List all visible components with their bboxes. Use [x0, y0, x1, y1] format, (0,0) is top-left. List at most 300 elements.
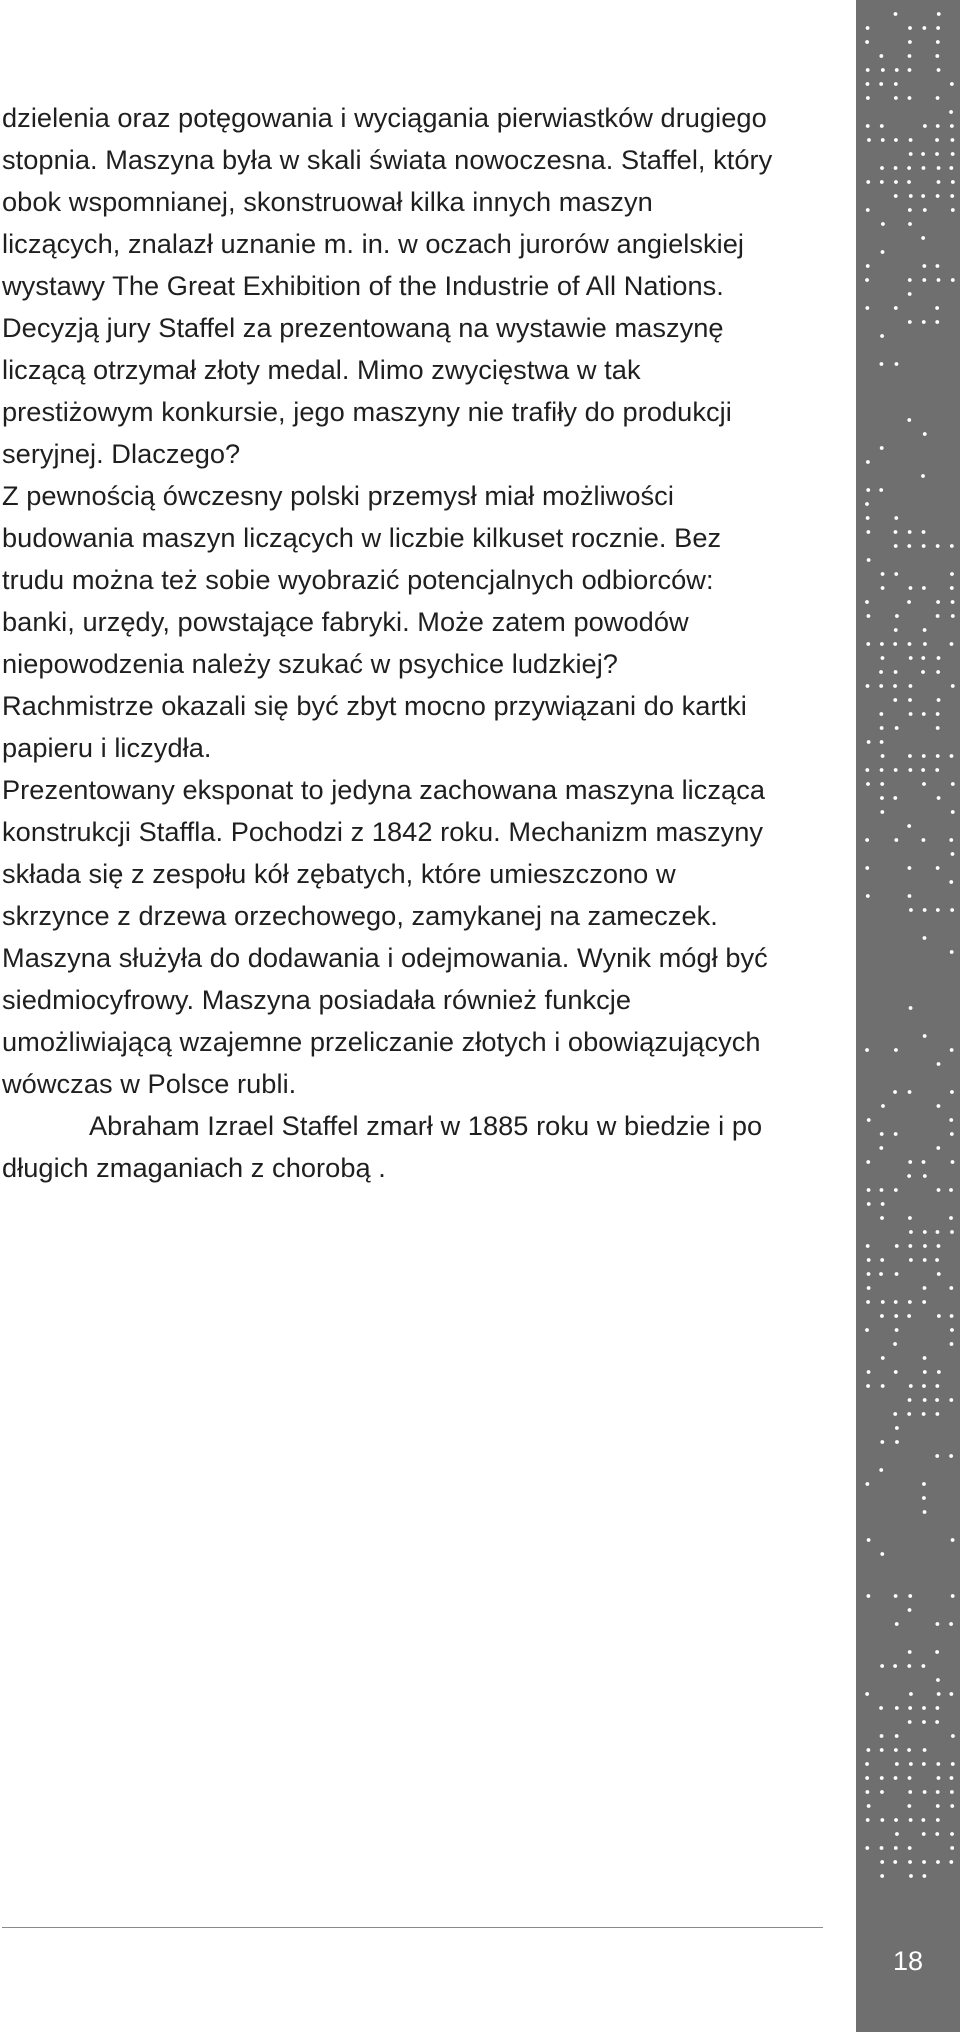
decorative-dot [922, 1384, 926, 1388]
decorative-dot [936, 908, 940, 912]
decorative-dot [909, 194, 913, 198]
decorative-dot [879, 684, 883, 688]
decorative-dot [937, 796, 941, 800]
decorative-dot [866, 530, 870, 534]
decorative-dot [951, 1762, 955, 1766]
decorative-dot [867, 1188, 871, 1192]
decorative-dot [936, 1230, 940, 1234]
decorative-dot [949, 880, 953, 884]
decorative-dot [908, 278, 912, 282]
decorative-dot [908, 320, 912, 324]
decorative-dot [867, 1202, 871, 1206]
decorative-dot [867, 1804, 871, 1808]
decorative-dot [922, 838, 926, 842]
decorative-dot [908, 26, 912, 30]
decorative-dot [907, 1748, 911, 1752]
decorative-dot [866, 1244, 870, 1248]
decorative-dot [908, 1244, 912, 1248]
decorative-dot [936, 264, 940, 268]
decorative-dot [951, 684, 955, 688]
decorative-dot [894, 1748, 898, 1752]
decorative-dot [907, 180, 911, 184]
text-line: Decyzją jury Staffel za prezentowaną na wystawie maszynę [2, 312, 724, 343]
decorative-dot [909, 1230, 913, 1234]
decorative-dot [937, 1272, 941, 1276]
decorative-dot [922, 1160, 926, 1164]
decorative-dot [949, 166, 953, 170]
decorative-dot [923, 1790, 927, 1794]
decorative-dot [908, 1860, 912, 1864]
text-line: wystawy The Great Exhibition of the Industrie of All Nations. [2, 270, 724, 301]
decorative-dot [923, 628, 927, 632]
decorative-dot [951, 1594, 955, 1598]
decorative-dot [922, 712, 926, 716]
decorative-dot [865, 1692, 869, 1696]
decorative-dot [908, 68, 912, 72]
decorative-dot [880, 810, 884, 814]
decorative-dot [935, 1258, 939, 1262]
decorative-dot [921, 474, 925, 478]
decorative-dot [950, 1790, 954, 1794]
decorative-dot [950, 1048, 954, 1052]
decorative-dot [935, 152, 939, 156]
decorative-dot [922, 1720, 926, 1724]
decorative-dot [879, 488, 883, 492]
decorative-dot [865, 600, 869, 604]
decorative-dot [908, 40, 912, 44]
decorative-dot [894, 544, 898, 548]
decorative-dot [923, 1258, 927, 1262]
decorative-dot [894, 1188, 898, 1192]
decorative-dot [923, 1356, 927, 1360]
decorative-dot [949, 1622, 953, 1626]
decorative-dot [907, 1174, 911, 1178]
decorative-dot [867, 740, 871, 744]
decorative-dot [867, 1370, 871, 1374]
decorative-dot [909, 152, 913, 156]
decorative-dot [935, 1832, 939, 1836]
decorative-dot [909, 1762, 913, 1766]
decorative-dot [950, 572, 954, 576]
decorative-dot [937, 1370, 941, 1374]
decorative-dot [867, 1272, 871, 1276]
decorative-dot [894, 572, 898, 576]
decorative-dot [865, 40, 869, 44]
decorative-dot [937, 278, 941, 282]
decorative-dot [937, 1244, 941, 1248]
decorative-dot [908, 208, 912, 212]
decorative-dot [907, 1314, 911, 1318]
decorative-dot [950, 586, 954, 590]
decorative-dot [881, 68, 885, 72]
decorative-dot [907, 1412, 911, 1416]
decorative-dot [935, 1398, 939, 1402]
footer-divider [2, 1927, 823, 1928]
decorative-dot [880, 334, 884, 338]
decorative-dot [922, 544, 926, 548]
decorative-dot [936, 614, 940, 618]
decorative-dot [936, 1790, 940, 1794]
decorative-dot [908, 1160, 912, 1164]
decorative-dot [880, 1258, 884, 1262]
decorative-dot [894, 628, 898, 632]
decorative-dot [937, 1188, 941, 1192]
decorative-dot [907, 1664, 911, 1668]
decorative-dot [867, 1118, 871, 1122]
decorative-dot [881, 138, 885, 142]
decorative-dot [881, 754, 885, 758]
decorative-dot [879, 1146, 883, 1150]
decorative-dot [866, 82, 870, 86]
decorative-dot [909, 586, 913, 590]
decorative-dot [950, 1132, 954, 1136]
decorative-dot [894, 1048, 898, 1052]
decorative-dot [922, 1762, 926, 1766]
decorative-dot [866, 96, 870, 100]
decorative-dot [909, 908, 913, 912]
decorative-dot [865, 1048, 869, 1052]
decorative-dot [951, 1538, 955, 1542]
text-line: budowania maszyn liczących w liczbie kilkuset rocznie. Bez [2, 522, 722, 553]
decorative-dot [865, 1776, 869, 1780]
decorative-dot [950, 1314, 954, 1318]
decorative-dot [937, 1104, 941, 1108]
decorative-dot [894, 194, 898, 198]
decorative-dot [894, 516, 898, 520]
decorative-dot [921, 1818, 925, 1822]
decorative-dot [879, 1272, 883, 1276]
decorative-dot [895, 1622, 899, 1626]
decorative-dot [880, 1552, 884, 1556]
decorative-dot [880, 1790, 884, 1794]
decorative-dot [922, 754, 926, 758]
decorative-dot [881, 1384, 885, 1388]
decorative-dot [923, 1370, 927, 1374]
decorative-dot [881, 1356, 885, 1360]
text-line: Z pewnością ówczesny polski przemysł miał możliwości [2, 480, 674, 511]
decorative-dot [950, 194, 954, 198]
decorative-dot [951, 1160, 955, 1164]
decorative-dot [866, 642, 870, 646]
decorative-dot [867, 1538, 871, 1542]
text-line: skrzynce z drzewa orzechowego, zamykanej na zameczek. [2, 900, 718, 931]
decorative-dot [949, 1398, 953, 1402]
decorative-dot [907, 544, 911, 548]
decorative-dot [909, 1384, 913, 1388]
decorative-dot [881, 656, 885, 660]
decorative-dot [893, 1090, 897, 1094]
decorative-dot [866, 1748, 870, 1752]
decorative-dot [908, 96, 912, 100]
decorative-dot [909, 1692, 913, 1696]
decorative-dot [921, 194, 925, 198]
decorative-dot [935, 1384, 939, 1388]
decorative-dot [936, 194, 940, 198]
decorative-dot [867, 1286, 871, 1290]
body-text [2, 97, 832, 1189]
decorative-dot [908, 1300, 912, 1304]
decorative-dot [923, 124, 927, 128]
decorative-dot [923, 1286, 927, 1290]
decorative-dot [950, 754, 954, 758]
decorative-dot [936, 670, 940, 674]
decorative-dot [909, 684, 913, 688]
decorative-dot [923, 936, 927, 940]
decorative-dot [908, 894, 912, 898]
text-line: banki, urzędy, powstające fabryki. Może zatem powodów [2, 606, 689, 637]
decorative-dot [865, 1762, 869, 1766]
decorative-dot [949, 1454, 953, 1458]
decorative-dot [950, 82, 954, 86]
text-line: dzielenia oraz potęgowania i wyciągania pierwiastków drugiego [2, 102, 767, 133]
text-line: siedmiocyfrowy. Maszyna posiadała również funkcje [2, 984, 632, 1015]
decorative-dot [923, 1174, 927, 1178]
decorative-dot [879, 712, 883, 716]
text-line: składa się z zespołu kół zębatych, które umieszczono w [2, 858, 676, 889]
decorative-dot [951, 614, 955, 618]
decorative-dot [867, 1258, 871, 1262]
decorative-dot [950, 1846, 954, 1850]
decorative-dot [937, 68, 941, 72]
decorative-dot [879, 1468, 883, 1472]
decorative-dot [866, 782, 870, 786]
decorative-dot [937, 1692, 941, 1696]
decorative-dot [908, 1398, 912, 1402]
decorative-dot [950, 1776, 954, 1780]
text-line: liczącą otrzymał złoty medal. Mimo zwycięstwa w tak [2, 354, 641, 385]
decorative-dot [922, 166, 926, 170]
decorative-dot [935, 1706, 939, 1710]
decorative-dot [893, 1664, 897, 1668]
decorative-dot [936, 544, 940, 548]
decorative-dot [865, 1328, 869, 1332]
decorative-dot [922, 1300, 926, 1304]
decorative-dot [936, 1860, 940, 1864]
decorative-dot [894, 1300, 898, 1304]
decorative-dot [951, 782, 955, 786]
decorative-dot [866, 1818, 870, 1822]
decorative-dot [867, 558, 871, 562]
decorative-dot [951, 152, 955, 156]
decorative-dot [895, 362, 899, 366]
decorative-dot [881, 572, 885, 576]
decorative-dot [866, 1384, 870, 1388]
decorative-dot [895, 1244, 899, 1248]
decorative-dot [935, 1650, 939, 1654]
decorative-dot [866, 516, 870, 520]
decorative-dot [908, 1216, 912, 1220]
decorative-dot [937, 656, 941, 660]
decorative-dot [894, 1818, 898, 1822]
decorative-dot [908, 754, 912, 758]
text-line: stopnia. Maszyna była w skali świata nowoczesna. Staffel, który [2, 144, 773, 175]
decorative-dot [893, 1860, 897, 1864]
decorative-dot [880, 1748, 884, 1752]
decorative-dot [865, 502, 869, 506]
decorative-dot [894, 1776, 898, 1780]
decorative-dot [881, 586, 885, 590]
decorative-dot [908, 1790, 912, 1794]
decorative-dot [893, 1412, 897, 1416]
decorative-dot [921, 152, 925, 156]
decorative-dot [951, 138, 955, 142]
decorative-dot [937, 1314, 941, 1318]
decorative-dot [908, 698, 912, 702]
decorative-dot [951, 180, 955, 184]
decorative-dot [907, 418, 911, 422]
text-line: wówczas w Polsce rubli. [2, 1068, 297, 1099]
decorative-dot [923, 1510, 927, 1514]
decorative-dot [866, 208, 870, 212]
decorative-dot [949, 1286, 953, 1290]
decorative-dot [908, 222, 912, 226]
text-line: liczących, znalazł uznanie m. in. w oczach jurorów angielskiej [2, 228, 745, 259]
decorative-dot [937, 698, 941, 702]
decorative-dot [936, 1818, 940, 1822]
decorative-dot [908, 866, 912, 870]
decorative-dot [921, 236, 925, 240]
decorative-dot [908, 1720, 912, 1724]
decorative-dot [921, 670, 925, 674]
decorative-dot [909, 1006, 913, 1010]
decorative-dot [894, 838, 898, 842]
decorative-dot [951, 1734, 955, 1738]
decorative-dot [880, 1776, 884, 1780]
decorative-dot [937, 1062, 941, 1066]
decorative-dot [950, 1230, 954, 1234]
decorative-dot [950, 642, 954, 646]
decorative-dot [950, 124, 954, 128]
decorative-dot [922, 586, 926, 590]
decorative-dot [950, 950, 954, 954]
decorative-dot [895, 1272, 899, 1276]
decorative-dot [908, 1594, 912, 1598]
decorative-dot [880, 1132, 884, 1136]
decorative-dot [866, 460, 870, 464]
decorative-dot [909, 1818, 913, 1822]
page-number: 18 [892, 1946, 924, 1976]
text-line: trudu można też sobie wyobrazić potencjalnych odbiorców: [2, 564, 714, 595]
decorative-dot [951, 852, 955, 856]
decorative-dot [936, 866, 940, 870]
decorative-dot [936, 712, 940, 716]
decorative-dot [866, 264, 870, 268]
decorative-dot [909, 1258, 913, 1262]
decorative-dot [866, 488, 870, 492]
decorative-dot [894, 12, 898, 16]
decorative-dot [895, 726, 899, 730]
decorative-dot [880, 642, 884, 646]
decorative-dot [894, 166, 898, 170]
text-line: seryjnej. Dlaczego? [2, 438, 241, 469]
decorative-dot [866, 1300, 870, 1304]
decorative-dot [908, 768, 912, 772]
decorative-dot [937, 180, 941, 184]
decorative-dot [907, 1804, 911, 1808]
decorative-dot [936, 1146, 940, 1150]
text-line: prestiżowym konkursie, jego maszyny nie trafiły do produkcji [2, 396, 732, 427]
decorative-dot [895, 1734, 899, 1738]
decorative-dot [895, 1328, 899, 1332]
decorative-dot [894, 180, 898, 184]
decorative-dot [894, 530, 898, 534]
text-line: Abraham Izrael Staffel zmarł w 1885 roku w biedzie i po [89, 1110, 763, 1141]
decorative-dot [895, 614, 899, 618]
decorative-dot [922, 1706, 926, 1710]
decorative-dot [908, 1776, 912, 1780]
decorative-dot [866, 684, 870, 688]
decorative-side-band [856, 0, 960, 2032]
decorative-dot [881, 222, 885, 226]
decorative-dot [935, 54, 939, 58]
decorative-dot [923, 1230, 927, 1234]
decorative-dot [923, 1398, 927, 1402]
decorative-dot [895, 68, 899, 72]
decorative-dot [907, 824, 911, 828]
decorative-dot [922, 278, 926, 282]
decorative-dot [909, 656, 913, 660]
decorative-dot [950, 908, 954, 912]
decorative-dot [951, 600, 955, 604]
decorative-dot [923, 1244, 927, 1248]
decorative-dot [880, 796, 884, 800]
decorative-dot [880, 1846, 884, 1850]
decorative-dot [894, 1314, 898, 1318]
decorative-dot [922, 1860, 926, 1864]
decorative-dot [922, 1496, 926, 1500]
decorative-dot [893, 796, 897, 800]
decorative-dot [935, 138, 939, 142]
text-line: konstrukcji Staffla. Pochodzi z 1842 roku. Mechanizm maszyny [2, 816, 764, 847]
decorative-dot [865, 1482, 869, 1486]
decorative-dot [879, 54, 883, 58]
decorative-dot [908, 1846, 912, 1850]
decorative-dot [936, 726, 940, 730]
decorative-dot [907, 166, 911, 170]
decorative-dot [936, 1804, 940, 1808]
decorative-dot [866, 1160, 870, 1164]
decorative-dot [895, 1426, 899, 1430]
decorative-dot [950, 1090, 954, 1094]
decorative-dot [879, 1706, 883, 1710]
decorative-dot [880, 1860, 884, 1864]
decorative-dot [908, 292, 912, 296]
decorative-dot [921, 768, 925, 772]
decorative-dot [936, 600, 940, 604]
decorative-dot [865, 838, 869, 842]
decorative-dot [867, 138, 871, 142]
decorative-dot [949, 1860, 953, 1864]
text-line: umożliwiającą wzajemne przeliczanie złotych i obowiązujących [2, 1026, 761, 1057]
decorative-dot [866, 180, 870, 184]
decorative-dot [935, 1720, 939, 1724]
decorative-dot [950, 1832, 954, 1836]
decorative-dot [895, 1440, 899, 1444]
decorative-dot [865, 768, 869, 772]
decorative-dot [922, 782, 926, 786]
decorative-dot [922, 264, 926, 268]
decorative-dot [894, 138, 898, 142]
decorative-dot [936, 754, 940, 758]
decorative-dot [894, 670, 898, 674]
decorative-dot [880, 1188, 884, 1192]
decorative-dot [935, 768, 939, 772]
decorative-dot [921, 656, 925, 660]
text-line: Prezentowany eksponat to jedyna zachowana maszyna licząca [2, 774, 766, 805]
decorative-dot [923, 432, 927, 436]
decorative-dot [881, 250, 885, 254]
decorative-dot [881, 1202, 885, 1206]
